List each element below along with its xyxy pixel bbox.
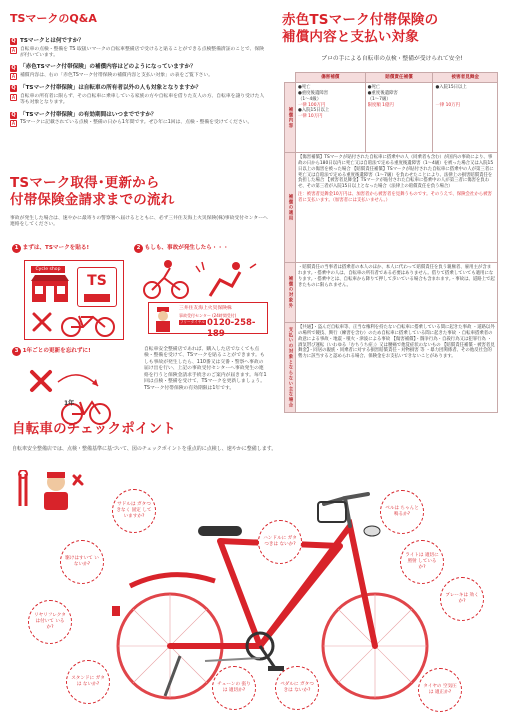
shop-icon (31, 275, 69, 303)
checkpoint-handle: ハンドルに ガタつきは ないか? (258, 520, 302, 564)
question-text: TSマークとは何ですか？ (20, 38, 84, 44)
accident-center-box (148, 302, 268, 340)
shop-illustration (24, 260, 124, 340)
checkpoint-chain: チェーンの 張りは 適切か? (212, 666, 256, 710)
mechanic-icon (16, 470, 86, 512)
question-text: 「赤色TSマーク付帯保険」の補償内容はどのようになっていますか？ (20, 64, 196, 71)
answer-text: 補償内容は、右の「赤色TSマーク付帯保険の補償内容と支払い対象」の表をご覧下さい。 (20, 73, 214, 79)
qa-item (10, 112, 268, 128)
answer-icon: A (11, 74, 16, 81)
question-icon: Q (11, 111, 16, 118)
question-icon: Q (11, 38, 16, 45)
step-2 (134, 244, 229, 253)
flow-intro: 事故が発生した場合は、速やかに最寄りの警察署へ届けるとともに、必ず三井住友海上火災保険(株)事故受付センターへ連絡をしてください。 (10, 216, 268, 228)
flow-body: 自転車安全整備店であれば、購入した店でなくても点検・整備を受けて、TSマークを貼ることができます。もしも事故が発生したら、110番又は交番・警察へ事故の届け出を行い、上記の事故受付センターへ事故発生の連絡を行うと保険金請求手続きのご案内が届きます。毎年1回は点検・整備を受けて、TSマークを更新しましょう。TSマーク付帯保険の有効期限は1年です。 (144, 347, 267, 391)
side-pay: 支払いの対象とならない主な場合 (285, 323, 296, 413)
checkpoint-light: ライトは 適切に照射 しているか? (400, 540, 444, 584)
bicycle-icon (59, 311, 119, 337)
qa-title: TSマークのQ&A (10, 12, 97, 25)
cell-apply: 【傷害補償】TSマークが貼付された自転車に搭乗中の人（同乗者も含む）が国内の事故により、事故の日から180日以内に死亡又は自賠法で定める重度後遺障害（1〜4級）を被った場合又は入院15日以上の傷害を被った場合 【賠償責任補償】TSマークが貼付された自転車に搭乗中の人が第三者に死亡又は自賠法で定める重度後遺障害（1〜7級）を負わせたことにより、法律上の損害賠償責任を負担した場合 【被害者見舞金】TSマークが貼付された自転車に搭乗中の人が第三者に傷害を負わせ、その第三者が入院15日以上となった場合（法律上の賠償責任を負う場合） 注：被害者見舞金10万円は、加害者から被害者を見舞うものです。そのうえで、保険会社から被害者に支払います。（加害者には支払いません。） (295, 153, 497, 263)
coverage-subtitle: プロの手による自転車の点検・整備が受けられて安全! (321, 56, 463, 62)
flow-title: TSマーク取得･更新から 付帯保険金請求までの流れ (10, 175, 175, 208)
question-icon: Q (11, 85, 16, 92)
renewal-icon (28, 368, 112, 426)
checkpoint-tire: タイヤの 空気圧は 適正か? (418, 668, 462, 712)
checkpoint-wheel: 駆けはすいて いないか? (60, 540, 104, 584)
answer-icon: A (11, 47, 16, 54)
checkpoint-reflector: リヤリフレクタ は付いて いるか? (28, 600, 72, 644)
center-name: 事故受付センター (24時間受付) (179, 313, 237, 318)
check-intro: 自転車安全整備店では、点検・整備基準に基づいて、図のチェックポイントを重点的に点検し、速やかに整備します。 (12, 446, 277, 452)
qa-list (10, 38, 268, 132)
shop-sign: Cycle shop (31, 266, 65, 273)
checkpoint-bell: ベルは ちゃんと 鳴るか? (380, 490, 424, 534)
step-label: 1年ごとの更新を忘れずに! (22, 348, 91, 354)
question-text: 「TSマーク付帯保険」の有効期間はいつまでですか？ (20, 111, 157, 118)
year-label: 1年 (64, 400, 75, 407)
qa-item (10, 64, 268, 80)
police-icon (153, 306, 173, 332)
cell-exclude: ・賠償責任の当事者は搭乗者の本人のほか、本人に代わって賠償責任を負う親権者、雇用主が含まれます。・搭乗中の人は、自転車の所有者である必要はありません。借りて搭乗していても適用になります。・搭乗中とは、自転車から降りて押して歩いている場合も含まれます。・事故は、道路上で起きたものに限られません。 (295, 263, 497, 323)
checkpoint-stand: スタンドに ガタは ないか? (66, 660, 110, 704)
answer-text: 自転車の点検・整備を TS 取扱いマークの自転車整備店で受けると貼ることができる点検整備済証のことで、保険が付いています。 (20, 46, 264, 59)
answer-icon: A (11, 121, 16, 128)
header-condolence: 被害者見舞金 (433, 73, 498, 83)
step-number: 3 (12, 347, 21, 356)
insurer-name: 三井住友海上火災保険株 (179, 306, 232, 311)
cell-liability: ●死亡 ●重度後遺障害 （1〜7級） 限度額 1億円 (365, 83, 433, 153)
qa-item (10, 38, 268, 59)
freedial-label: フリーダイヤル (180, 320, 205, 324)
check-title: 自転車のチェックポイント (12, 421, 176, 437)
accident-icon (140, 258, 265, 300)
checkpoint-pedal: ペダルに ガタつきは ないか? (275, 666, 319, 710)
tools-icon (31, 311, 53, 333)
cell-condolence: ●入院15日以上 一律 10万円 (433, 83, 498, 153)
side-content: 補償内容 (285, 83, 296, 153)
question-icon: Q (11, 64, 16, 71)
checkpoint-saddle: サドルは ガタつきなく 固定 していますか? (112, 489, 156, 533)
ts-mark: TS (77, 267, 117, 307)
cell-injury: ●死亡 ●重度後遺障害 （1〜4級） 一律 100万円 ●入院15日以上 一律 10万円 (295, 83, 365, 153)
header-injury: 傷害補償 (295, 73, 365, 83)
checkpoint-brake: ブレーキは 効くか? (440, 577, 484, 621)
step-1 (12, 244, 89, 253)
coverage-table (284, 72, 498, 413)
qa-item (10, 85, 268, 106)
side-exclude: 補償の対象外 (285, 263, 296, 323)
answer-icon: A (11, 94, 16, 101)
step-3 (12, 347, 91, 356)
coverage-title: 赤色TSマーク付帯保険の 補償内容と支払い対象 (282, 12, 439, 45)
answer-text: 自転車の所有者に限らず、その自転車に乗車している家族の方や自転車を借りた友人の方、自転車を譲り受けた人等も対象となります。 (20, 93, 265, 106)
step-number: 2 (134, 244, 143, 253)
step-label: もしも、事故が発生したら・・・ (144, 245, 229, 251)
phone-number: 0120-258-189 (207, 318, 256, 340)
cell-pay: 【共通】・盗んだ自転車等、正当な権利を持たない自転車に搭乗している間に起きた事故 ・道路以外の場所で競技、興行（練習を含む）のため自転車に搭乗している間に起きた事故 ・自転車搭乗者の故意による事故・地震・噴火・津波による事故 【傷害補償】・闘争行為・自殺行為又は犯罪行為 ・酒気帯び運転（いわゆる「むちうち症」）又は腰痛で他覚症状のないもの 【賠償責任補償・被害者見舞金】・同居の親族・同乗者に対する損害賠償責任・対物損害 等 ・暴力団関係者、その他反社会的勢力に該当すると認められる場合、保険金をお支払いできないことがあります。 (295, 323, 497, 413)
question-text: 「TSマーク付帯保険」は自転車の所有者以外の人も対象となりますか？ (20, 85, 202, 92)
step-label: まずは、TSマークを貼る! (22, 245, 89, 251)
step-number: 1 (12, 244, 21, 253)
side-apply: 補償の適用 (285, 153, 296, 263)
header-liability: 賠償責任補償 (365, 73, 433, 83)
answer-text: TSマークに記載されている点検・整備の日から1年間です。ぜひ年に1回は、点検・整備を受けてください。 (20, 120, 253, 126)
